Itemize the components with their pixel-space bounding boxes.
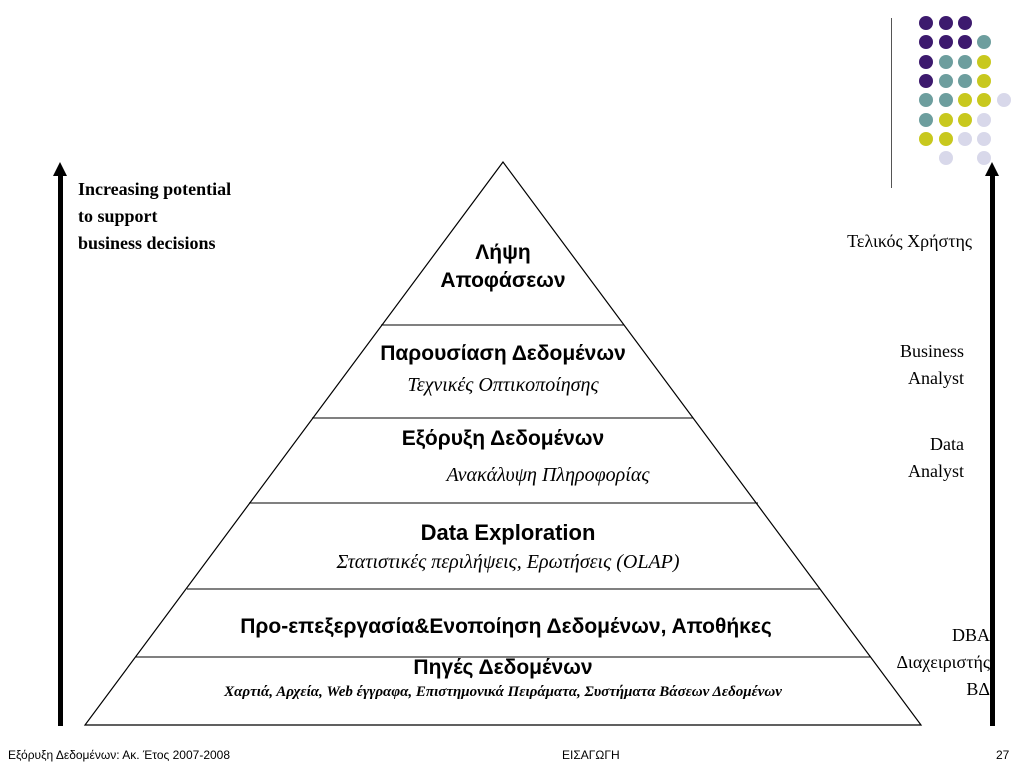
tier6-subtitle: Χαρτιά, Αρχεία, Web έγγραφα, Επιστημονικά Πειράματα, Συστήματα Βάσεων Δεδομένων (224, 684, 782, 700)
tier3-title: Εξόρυξη Δεδομένων (401, 427, 605, 450)
role-business-analyst-line2: Analyst (908, 368, 964, 388)
tier-data-exploration (228, 520, 788, 574)
role-data-analyst-line1: Data (930, 434, 964, 454)
tier6-title: Πηγές Δεδομένων (413, 656, 593, 679)
note-line-1: Increasing potential (78, 179, 232, 199)
role-end-user: Τελικός Χρήστης (847, 231, 972, 251)
footer-course-title: Εξόρυξη Δεδομένων: Ακ. Έτος 2007-2008 (8, 748, 231, 762)
tier3-subtitle: Ανακάλυψη Πληροφορίας (446, 464, 650, 486)
role-data-analyst-line2: Analyst (908, 461, 964, 481)
role-dba (840, 622, 990, 703)
tier-preprocessing (150, 615, 862, 639)
note-line-3: business decisions (78, 233, 216, 253)
tier1-line1: Λήψη (475, 241, 531, 264)
role-dba-line2: Διαχειριστής (896, 652, 990, 672)
role-business-analyst-line1: Business (899, 341, 964, 361)
role-dba-line1: DBA (951, 625, 990, 645)
tier2-subtitle: Τεχνικές Οπτικοποίησης (407, 374, 599, 396)
tier-data-sources (100, 656, 906, 701)
tier-decision-making (403, 239, 603, 295)
note-line-2: to support (78, 206, 158, 226)
tier4-title: Data Exploration (420, 520, 596, 545)
role-business-analyst (800, 338, 964, 392)
tier5-title: Προ-επεξεργασία&Ενοποίηση Δεδομένων, Αποθήκες (240, 615, 772, 638)
role-data-analyst (800, 431, 964, 485)
tier-data-presentation (303, 342, 703, 397)
footer-page-number: 27 (996, 748, 1010, 762)
tier1-line2: Αποφάσεων (440, 269, 566, 292)
role-dba-line3: ΒΔ (966, 679, 990, 699)
footer-section-title: ΕΙΣΑΓΩΓΗ (562, 748, 620, 762)
tier4-subtitle: Στατιστικές περιλήψεις, Ερωτήσεις (OLAP) (336, 551, 680, 573)
tier2-title: Παρουσίαση Δεδομένων (380, 342, 626, 365)
tier-data-mining (303, 427, 703, 451)
